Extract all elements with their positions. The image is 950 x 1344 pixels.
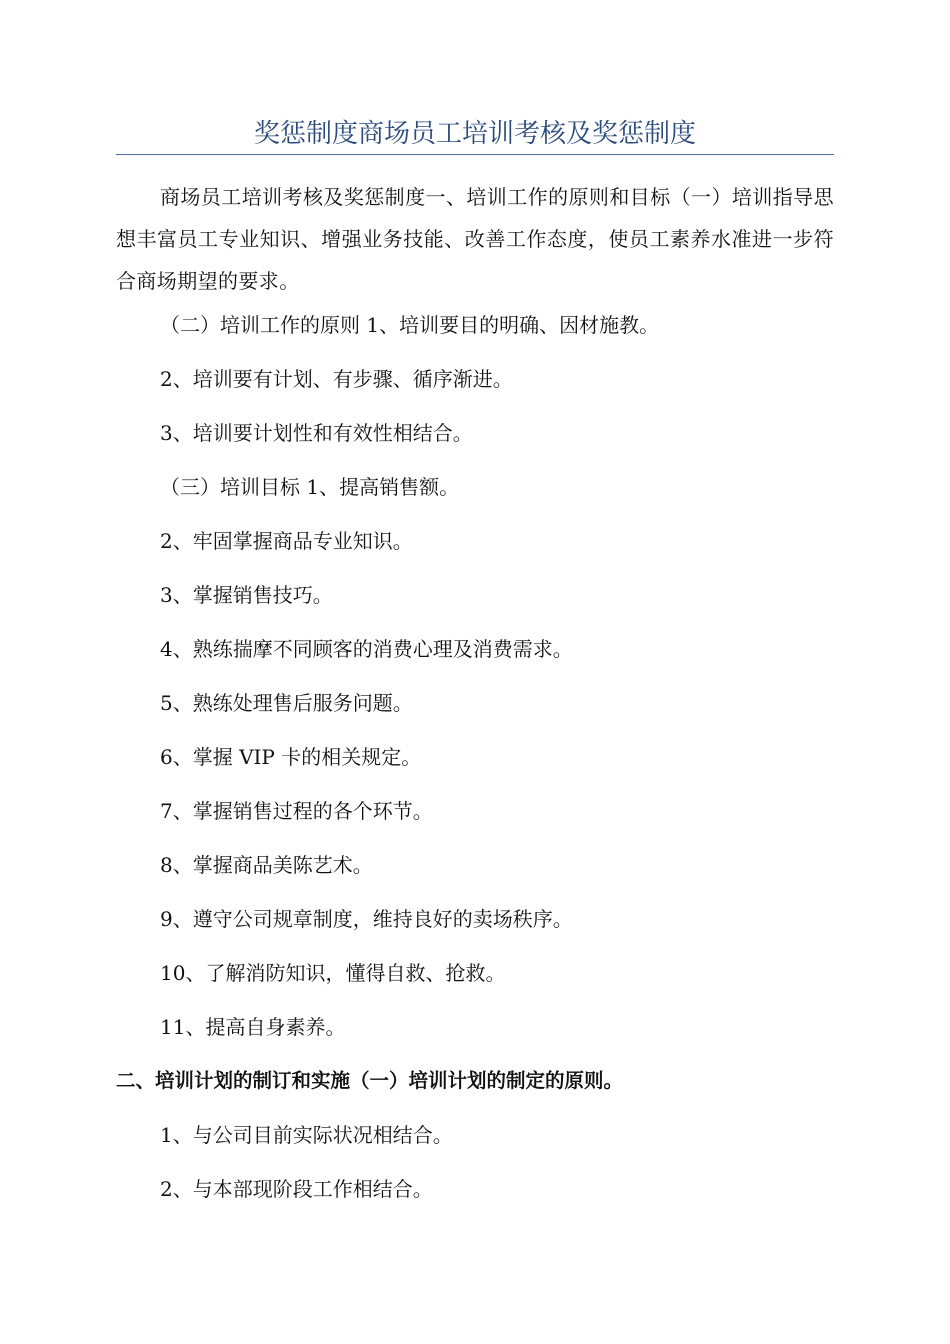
paragraph-item: 2、与本部现阶段工作相结合。 — [160, 1177, 433, 1201]
paragraph-item: 2、培训要有计划、有步骤、循序渐进。 — [160, 367, 513, 391]
title-underline — [116, 154, 834, 155]
paragraph-item: 9、遵守公司规章制度，维持良好的卖场秩序。 — [160, 907, 573, 931]
section-heading: 二、培训计划的制订和实施（一）培训计划的制定的原则。 — [116, 1069, 624, 1092]
paragraph-item: 5、熟练处理售后服务问题。 — [160, 691, 413, 715]
paragraph-item: 11、提高自身素养。 — [160, 1015, 346, 1039]
paragraph-item: 1、与公司目前实际状况相结合。 — [160, 1123, 453, 1147]
paragraph-item: 3、培训要计划性和有效性相结合。 — [160, 421, 473, 445]
paragraph-item: 6、掌握 VIP 卡的相关规定。 — [160, 745, 422, 769]
paragraph-item: 7、掌握销售过程的各个环节。 — [160, 799, 433, 823]
paragraph-goals: （三）培训目标 1、提高销售额。 — [160, 475, 460, 499]
paragraph-principles: （二）培训工作的原则 1、培训要目的明确、因材施教。 — [160, 313, 660, 337]
paragraph-item: 3、掌握销售技巧。 — [160, 583, 333, 607]
paragraph-item: 4、熟练揣摩不同顾客的消费心理及消费需求。 — [160, 637, 573, 661]
paragraph-item: 2、牢固掌握商品专业知识。 — [160, 529, 413, 553]
paragraph-item: 8、掌握商品美陈艺术。 — [160, 853, 373, 877]
paragraph-item: 10、了解消防知识，懂得自救、抢救。 — [160, 961, 506, 985]
document-title: 奖惩制度商场员工培训考核及奖惩制度 — [253, 119, 696, 149]
intro-paragraph: 商场员工培训考核及奖惩制度一、培训工作的原则和目标（一）培训指导思想丰富员工专业知识、增强业务技能、改善工作态度，使员工素养水准进一步符合商场期望的要求。 — [116, 185, 834, 293]
